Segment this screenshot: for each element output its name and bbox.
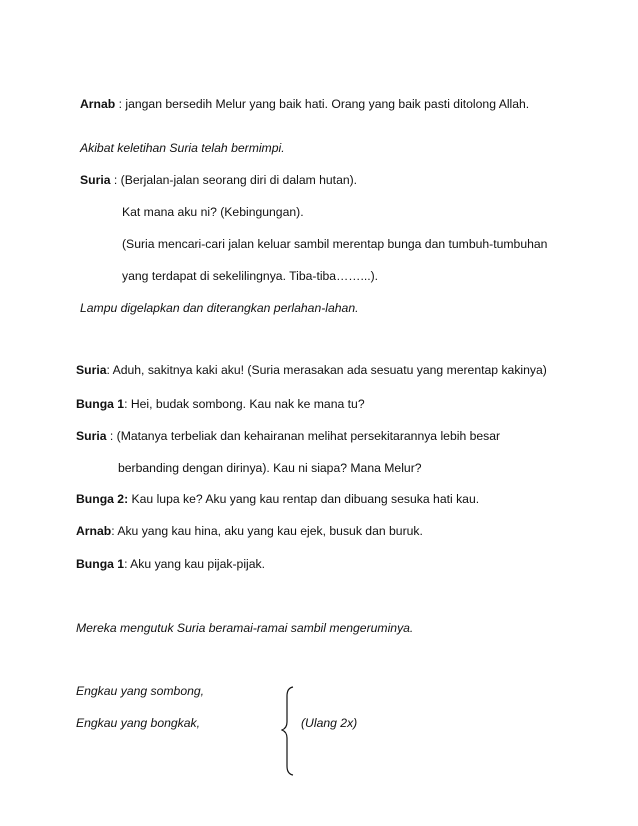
dialogue-text: : Aku yang kau hina, aku yang kau ejek, busuk dan buruk.	[111, 524, 423, 538]
speaker-name: Arnab	[76, 524, 112, 538]
dialogue-text: : jangan bersedih Melur yang baik hati. Orang yang baik pasti ditolong Allah.	[115, 97, 530, 111]
dialogue-line	[80, 172, 357, 188]
dialogue-text: : Aduh, sakitnya kaki aku! (Suria merasakan ada sesuatu yang merentap kakinya)	[106, 363, 547, 377]
dialogue-text: Kau lupa ke? Aku yang kau rentap dan dibuang sesuka hati kau.	[128, 492, 480, 506]
speaker-name: Bunga 2:	[76, 492, 129, 506]
song-lyric: Engkau yang bongkak,	[76, 716, 200, 730]
dialogue-text: : Aku yang kau pijak-pijak.	[124, 557, 265, 571]
speaker-name: Suria	[76, 429, 107, 443]
dialogue-text: : (Berjalan-jalan seorang diri di dalam hutan).	[110, 173, 358, 187]
speaker-name: Suria	[80, 173, 111, 187]
dialogue-line	[76, 491, 479, 507]
dialogue-line	[76, 396, 365, 412]
song-lyric: Engkau yang sombong,	[76, 684, 205, 698]
repeat-note: (Ulang 2x)	[301, 716, 358, 730]
dialogue-continuation: (Suria mencari-cari jalan keluar sambil merentap bunga dan tumbuh-tumbuhan	[122, 237, 548, 251]
dialogue-continuation: yang terdapat di sekelilingnya. Tiba-tiba……...).	[122, 269, 379, 283]
stage-direction: Lampu digelapkan dan diterangkan perlahan-lahan.	[80, 301, 359, 315]
dialogue-text: : Hei, budak sombong. Kau nak ke mana tu?	[124, 397, 365, 411]
dialogue-line	[76, 523, 423, 539]
stage-direction: Mereka mengutuk Suria beramai-ramai sambil mengeruminya.	[76, 621, 414, 635]
speaker-name: Arnab	[80, 97, 116, 111]
speaker-name: Bunga 1	[76, 557, 125, 571]
dialogue-line	[76, 362, 547, 378]
dialogue-line	[76, 428, 500, 444]
stage-direction: Akibat keletihan Suria telah bermimpi.	[80, 141, 285, 155]
dialogue-continuation: Kat mana aku ni? (Kebingungan).	[122, 205, 304, 219]
dialogue-text: : (Matanya terbeliak dan kehairanan melihat persekitarannya lebih besar	[106, 429, 501, 443]
speaker-name: Bunga 1	[76, 397, 125, 411]
speaker-name: Suria	[76, 363, 107, 377]
curly-brace-icon	[281, 686, 301, 776]
dialogue-continuation: berbanding dengan dirinya). Kau ni siapa? Mana Melur?	[118, 461, 422, 475]
dialogue-line	[76, 556, 265, 572]
dialogue-line	[80, 96, 529, 112]
